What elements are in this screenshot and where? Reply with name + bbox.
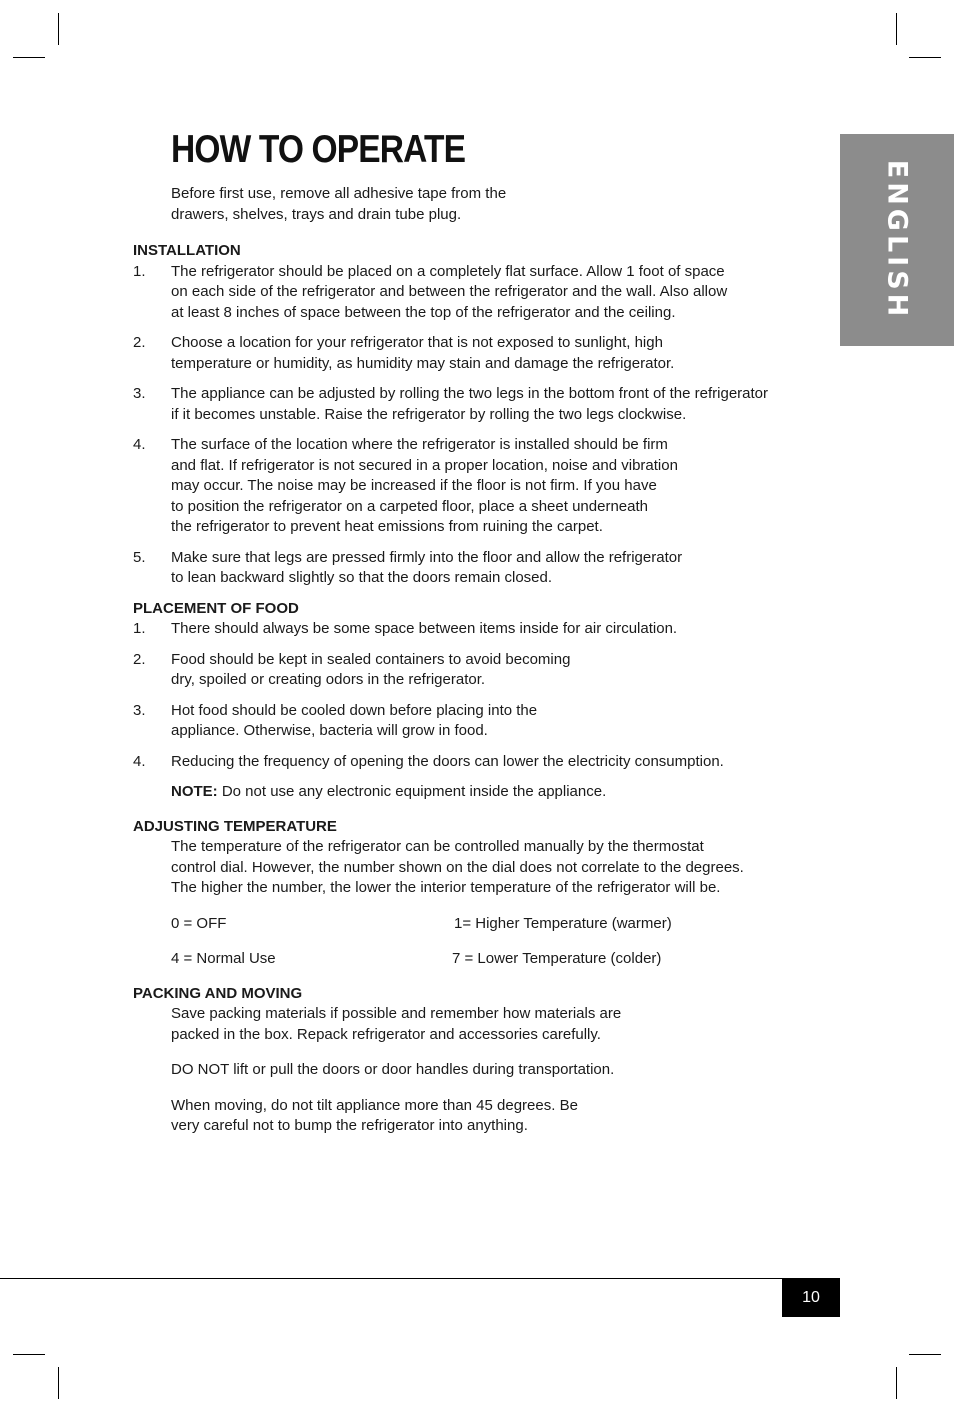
- note-text: [171, 782, 823, 803]
- item-number: 4.: [133, 752, 146, 770]
- list-item: [133, 548, 823, 589]
- list-item: [133, 262, 823, 324]
- crop-mark: [13, 1354, 45, 1355]
- list-item: [133, 752, 823, 773]
- crop-mark: [896, 13, 897, 45]
- note-body: Do not use any electronic equipment inside the appliance.: [217, 783, 607, 800]
- item-number: 2.: [133, 334, 146, 351]
- item-number: 1.: [133, 620, 146, 637]
- page-title: HOW TO OPERATE: [171, 128, 466, 171]
- item-text: Choose a location for your refrigerator that is not exposed to sunlight, high temperature or humidity, as humidity may stain and damage the refrigerator.: [171, 334, 675, 372]
- language-tab: [840, 134, 954, 346]
- crop-mark: [896, 1367, 897, 1399]
- item-text: Make sure that legs are pressed firmly into the floor and allow the refrigerator to lean backward slightly so that the doors remain closed.: [171, 548, 683, 586]
- packing-heading: PACKING AND MOVING: [133, 984, 303, 1002]
- item-text: Hot food should be cooled down before placing into the appliance. Otherwise, bacteria will grow in food.: [171, 701, 538, 739]
- temperature-heading: ADJUSTING TEMPERATURE: [133, 817, 337, 835]
- list-item: [133, 384, 823, 425]
- installation-section: [133, 241, 823, 589]
- packing-paragraph: When moving, do not tilt appliance more than 45 degrees. Be very careful not to bump the refrigerator into anything.: [171, 1096, 578, 1134]
- item-number: 2.: [133, 650, 146, 668]
- list-item: [133, 650, 823, 691]
- footer-rule: [0, 1278, 840, 1279]
- temperature-setting: 7 = Lower Temperature (colder): [452, 949, 662, 967]
- temperature-text: The temperature of the refrigerator can be controlled manually by the thermostat control dial. However, the number shown on the dial does not correlate to the degrees. The higher the number, the lower the interior temperature of the refrigerator will be.: [171, 838, 744, 896]
- packing-paragraph: Save packing materials if possible and remember how materials are packed in the box. Repack refrigerator and accessories carefully.: [171, 1005, 622, 1043]
- list-item: [133, 435, 823, 538]
- note-label: NOTE:: [171, 783, 218, 800]
- item-text: The appliance can be adjusted by rolling the two legs in the bottom front of the refrigerator if it becomes unstable. Raise the refrigerator by rolling the two legs clockwise.: [171, 385, 769, 423]
- temperature-setting: 4 = Normal Use: [171, 949, 276, 967]
- packing-section: [133, 984, 823, 1137]
- crop-mark: [58, 1367, 59, 1399]
- item-number: 4.: [133, 436, 146, 453]
- list-item: [133, 619, 823, 640]
- installation-heading: INSTALLATION: [133, 242, 241, 259]
- item-text: The surface of the location where the refrigerator is installed should be firm and flat. If refrigerator is not secured in a proper location, noise and vibration may occur. The noise may be increased if the floor is not firm. If you have to position the refrigerator on a carpeted floor, place a sheet underneath the refrigerator to prevent heat emissions from ruining the carpet.: [171, 436, 678, 535]
- packing-paragraph: DO NOT lift or pull the doors or door handles during transportation.: [171, 1061, 615, 1078]
- language-tab-label: ENGLISH: [881, 159, 913, 321]
- crop-mark: [909, 57, 941, 58]
- main-content: [133, 184, 823, 1147]
- list-item: [133, 333, 823, 374]
- item-text: The refrigerator should be placed on a completely flat surface. Allow 1 foot of space on each side of the refrigerator and between the refrigerator and the wall. Also allow at least 8 inches of space between the top of the refrigerator and the ceiling.: [171, 262, 728, 321]
- page-number-text: 10: [802, 1288, 820, 1306]
- item-number: 5.: [133, 548, 146, 566]
- temperature-setting: 1= Higher Temperature (warmer): [454, 914, 672, 932]
- item-number: 3.: [133, 385, 146, 402]
- placement-heading: PLACEMENT OF FOOD: [133, 599, 299, 617]
- temperature-setting: 0 = OFF: [171, 914, 227, 932]
- intro-text: Before first use, remove all adhesive tape from the drawers, shelves, trays and drain tube plug.: [171, 185, 507, 223]
- page-number: [782, 1278, 840, 1317]
- crop-mark: [13, 57, 45, 58]
- item-text: Food should be kept in sealed containers to avoid becoming dry, spoiled or creating odors in the refrigerator.: [171, 650, 571, 688]
- placement-section: [133, 599, 823, 803]
- item-number: 1.: [133, 262, 146, 280]
- crop-mark: [909, 1354, 941, 1355]
- placement-list: [133, 619, 823, 772]
- installation-list: [133, 262, 823, 589]
- temperature-section: [133, 817, 823, 969]
- list-item: [133, 701, 823, 742]
- item-number: 3.: [133, 701, 146, 719]
- item-text: There should always be some space between items inside for air circulation.: [171, 620, 678, 637]
- temperature-row: [171, 949, 823, 969]
- temperature-row: [171, 914, 823, 934]
- crop-mark: [58, 13, 59, 45]
- item-text: Reducing the frequency of opening the doors can lower the electricity consumption.: [171, 752, 724, 770]
